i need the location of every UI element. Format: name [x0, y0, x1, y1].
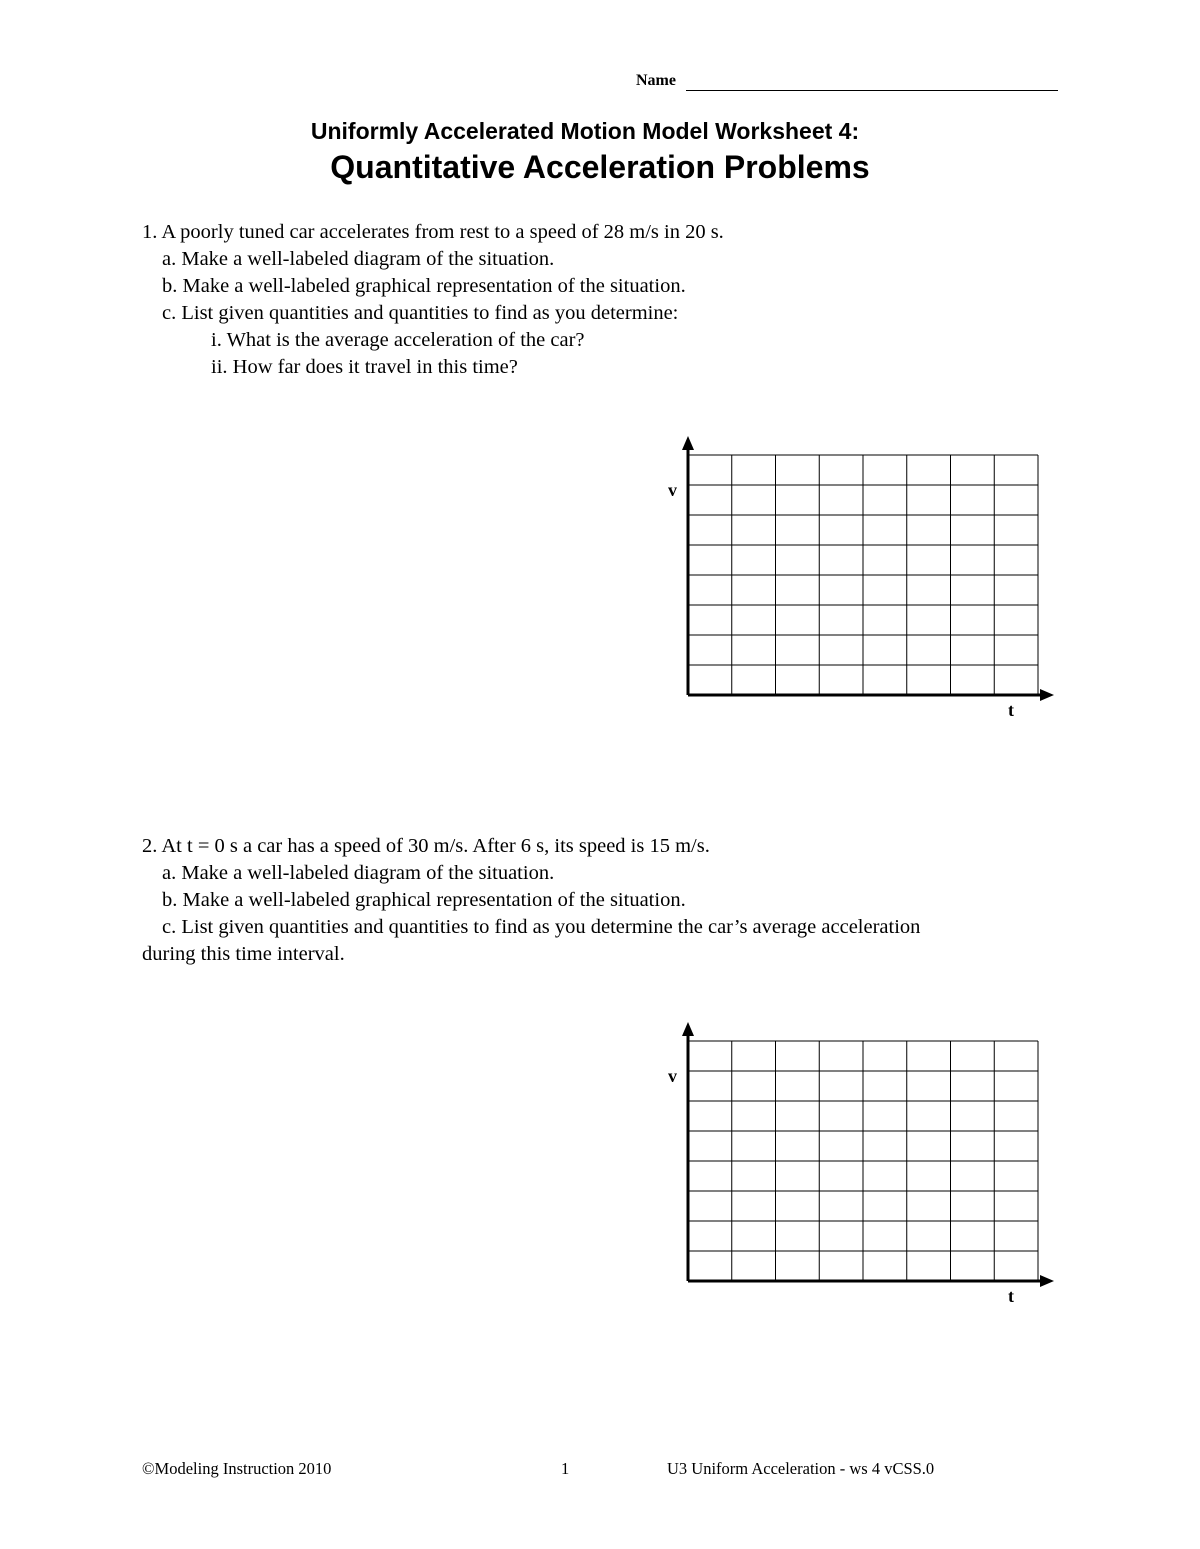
graph-1-y-arrowhead	[682, 436, 694, 450]
problem-2-part-a: a. Make a well-labeled diagram of the situation.	[162, 862, 555, 884]
graph-1-grid	[688, 455, 1038, 695]
problem-2-part-c-continued: during this time interval.	[142, 943, 345, 965]
graph-2-x-arrowhead	[1040, 1275, 1054, 1287]
graph-2-y-arrowhead	[682, 1022, 694, 1036]
footer-copyright: ©Modeling Instruction 2010	[142, 1459, 332, 1478]
problem-1-part-c: c. List given quantities and quantities to find as you determine:	[162, 302, 679, 324]
problem-2-part-b: b. Make a well-labeled graphical representation of the situation.	[162, 889, 686, 911]
graph-1-x-label: t	[1008, 700, 1014, 720]
footer-page-number: 1	[561, 1459, 570, 1478]
name-field-line[interactable]	[686, 90, 1058, 91]
problem-2-stem: 2. At t = 0 s a car has a speed of 30 m/s. After 6 s, its speed is 15 m/s.	[142, 835, 710, 857]
problem-1-part-c-ii: ii. How far does it travel in this time?	[211, 356, 518, 378]
footer-document-id: U3 Uniform Acceleration - ws 4 vCSS.0	[667, 1459, 935, 1478]
problem-1-part-b: b. Make a well-labeled graphical representation of the situation.	[162, 275, 686, 297]
graph-2-y-label: v	[668, 1066, 677, 1086]
worksheet-subtitle: Quantitative Acceleration Problems	[330, 149, 870, 185]
worksheet-title: Uniformly Accelerated Motion Model Worksheet 4:	[310, 118, 860, 144]
velocity-time-graph-2[interactable]	[650, 1016, 1070, 1316]
graph-1-y-label: v	[668, 480, 677, 500]
velocity-time-graph-1[interactable]	[650, 430, 1070, 730]
problem-2-part-c: c. List given quantities and quantities to find as you determine the car’s average acceleration	[162, 916, 921, 938]
name-label: Name	[636, 72, 676, 89]
problem-1-part-a: a. Make a well-labeled diagram of the situation.	[162, 248, 555, 270]
graph-2-grid	[688, 1041, 1038, 1281]
problem-1-stem: 1. A poorly tuned car accelerates from rest to a speed of 28 m/s in 20 s.	[142, 221, 724, 243]
graph-1-x-arrowhead	[1040, 689, 1054, 701]
problem-1-part-c-i: i. What is the average acceleration of the car?	[211, 329, 585, 351]
graph-2-x-label: t	[1008, 1286, 1014, 1306]
